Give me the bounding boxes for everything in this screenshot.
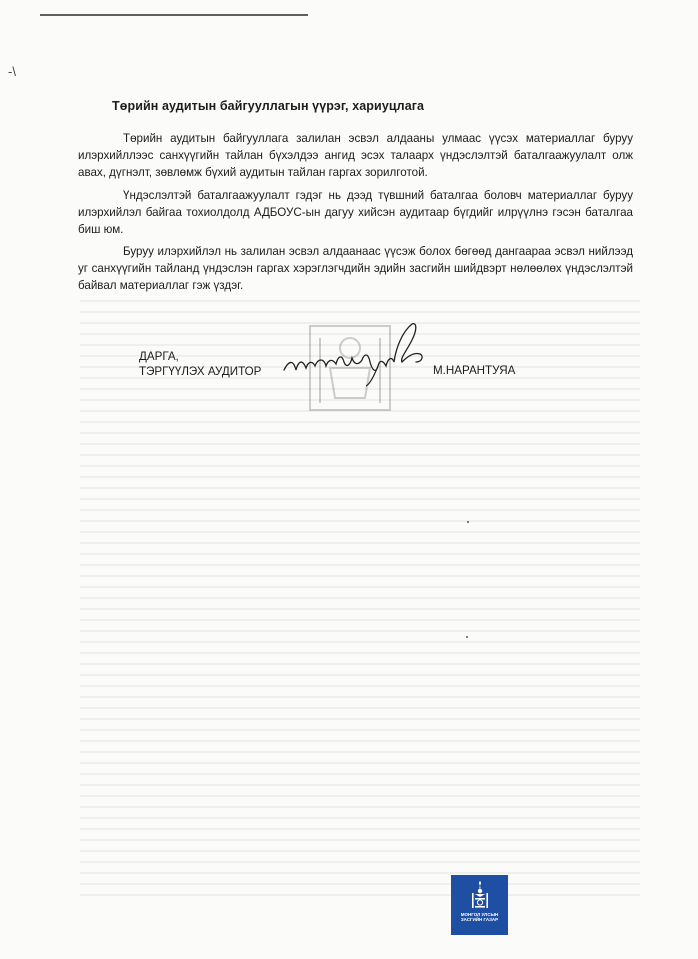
scan-dust-speck [466,636,468,638]
paragraph-1: Төрийн аудитын байгууллага залилан эсвэл алдааны улмаас үүсэх материаллаг буруу илэрхийллээс санхүүгийн тайлан бүхэлдээ ангид эсэх талаарх үндэслэлтэй баталгаажуулалт олж авах, дүгнэлт, зөвлөмж бүхий аудитын тайлан гаргах зорилготой. [78,132,633,179]
signatory-title-line2: ТЭРГҮҮЛЭХ АУДИТОР [139,365,262,378]
scan-dust-speck [467,521,469,523]
signatory-name: М.НАРАНТУЯА [433,364,516,377]
scan-artifact-line [40,14,308,16]
logo-text-line1: МОНГОЛ УЛСЫН [460,912,499,917]
handwritten-signature-icon [282,318,432,388]
signatory-title [139,349,261,379]
paragraph-3: Буруу илэрхийлэл нь залилан эсвэл алдаанаас үүсэж болох бөгөөд дангаараа эсвэл нийлээд уг санхүүгийн тайланд үндэслэн гаргах хэрэглэгчдийн эдийн засгийн шийдвэрт нөлөөлөх үндэслэлтэй байвал материаллаг гэж үздэг. [78,245,633,292]
scan-artifact-mark: -\ [8,64,16,79]
document-heading: Төрийн аудитын байгууллагын үүрэг, хариуцлага [112,99,425,113]
government-logo [451,875,508,935]
signatory-title-line1: ДАРГА, [139,350,179,363]
soyombo-emblem-icon [469,880,491,910]
logo-text-line2: ЗАСГИЙН ГАЗАР [460,917,499,922]
paragraph-2: Үндэслэлтэй баталгаажуулалт гэдэг нь дээд түвшний баталгаа боловч материаллаг буруу илэрхийлэл байгаа тохиолдолд АДБОУС-ын дагуу хийсэн аудитаар бүгдийг илрүүлнэ гэсэн баталгаа биш юм. [78,189,633,236]
